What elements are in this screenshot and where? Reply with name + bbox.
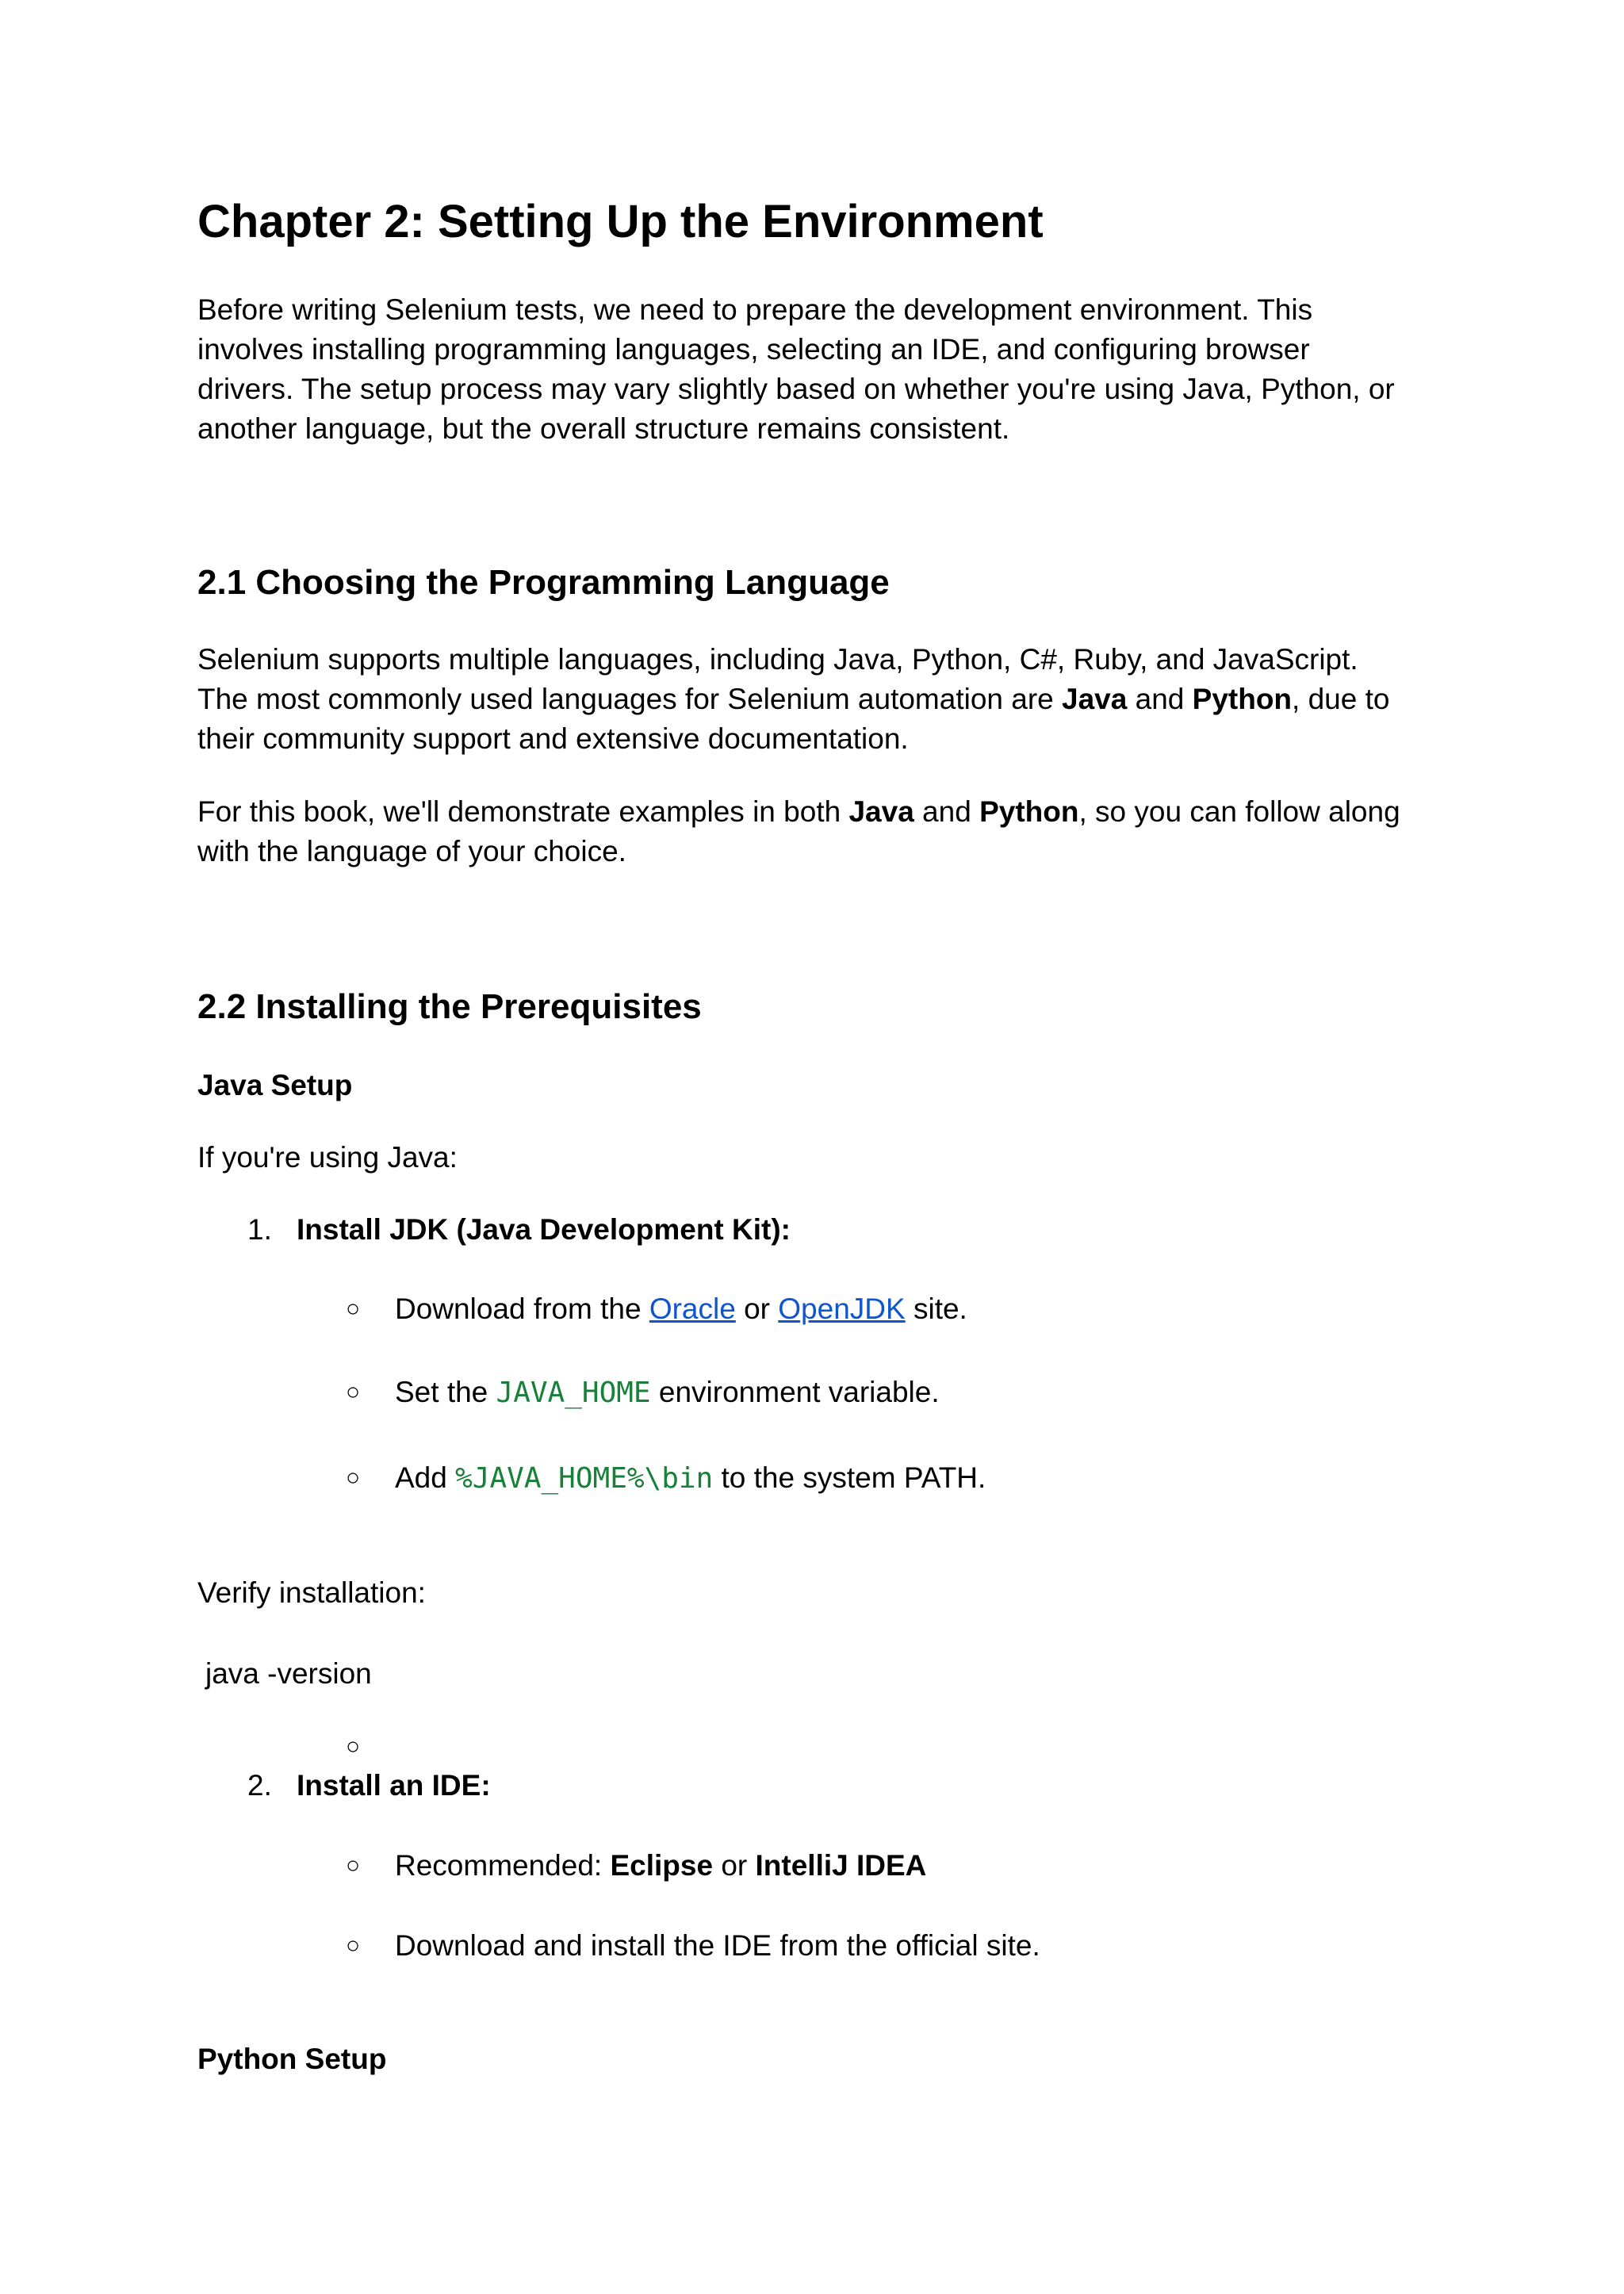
bold-term: IntelliJ IDEA [755,1849,927,1882]
section-2-2-heading: 2.2 Installing the Prerequisites [197,987,702,1026]
text-run: The most commonly used languages for Selenium automation are [197,683,1063,715]
bold-term: Python [979,795,1079,828]
paragraph-line [197,680,1450,719]
intro-line: another language, but the overall structure remains consistent. [197,412,1010,445]
text-run: to the system PATH. [713,1461,986,1494]
intro-line: involves installing programming languages, selecting an IDE, and configuring browser [197,333,1310,366]
inline-code: %JAVA_HOME%\bin [455,1462,714,1495]
python-setup-heading: Python Setup [197,2043,387,2075]
text-run: Set the [395,1376,496,1408]
bullet-marker: ○ [346,1379,361,1405]
text-run: For this book, we'll demonstrate examples in both [197,795,849,828]
text-run: and [1127,683,1193,715]
text-run: environment variable. [650,1376,940,1408]
list-item [395,1292,967,1327]
bold-term: Python [1192,683,1293,715]
list-item [395,1848,926,1883]
text-run: and [914,795,980,828]
bold-term: Eclipse [610,1849,714,1882]
text-run: , due to [1292,683,1390,715]
paragraph-line: with the language of your choice. [197,835,626,867]
paragraph-line: their community support and extensive documentation. [197,722,909,755]
intro-line: Before writing Selenium tests, we need to prepare the development environment. This [197,293,1313,326]
bold-term: Java [848,795,914,828]
section-2-1-paragraph-1 [197,640,1450,759]
openjdk-link[interactable]: OpenJDK [778,1293,906,1325]
step-2-label: Install an IDE: [297,1769,491,1802]
text-run: or [735,1293,779,1325]
verify-label: Verify installation: [197,1576,426,1609]
list-number: 2. [247,1769,272,1802]
paragraph-line [197,792,1450,832]
paragraph-line: Selenium supports multiple languages, including Java, Python, C#, Ruby, and JavaScript. [197,643,1358,676]
java-setup-intro: If you're using Java: [197,1141,458,1174]
text-run: Recommended: [395,1849,611,1882]
verify-command: java -version [205,1657,372,1690]
text-run: Download from the [395,1293,649,1325]
bullet-marker: ○ [346,1733,361,1760]
java-setup-heading: Java Setup [197,1069,353,1101]
step-1-label: Install JDK (Java Development Kit): [297,1213,791,1246]
list-item [395,1461,986,1496]
inline-code: JAVA_HOME [496,1377,651,1409]
section-2-1-heading: 2.1 Choosing the Programming Language [197,563,890,602]
text-run: Add [395,1461,456,1494]
list-item: Download and install the IDE from the official site. [395,1929,1040,1962]
intro-line: drivers. The setup process may vary slightly based on whether you're using Java, Python, or [197,373,1395,405]
bullet-marker: ○ [346,1852,361,1878]
intro-paragraph [197,290,1450,449]
chapter-title: Chapter 2: Setting Up the Environment [197,196,1044,247]
list-number: 1. [247,1213,272,1246]
oracle-link[interactable]: Oracle [649,1293,736,1325]
bold-term: Java [1062,683,1128,715]
bullet-marker: ○ [346,1465,361,1491]
text-run: , so you can follow along [1078,795,1400,828]
text-run: or [713,1849,756,1882]
bullet-marker: ○ [346,1296,361,1322]
section-2-1-paragraph-2 [197,792,1450,871]
bullet-marker: ○ [346,1932,361,1959]
text-run: site. [905,1293,967,1325]
list-item [395,1375,940,1410]
